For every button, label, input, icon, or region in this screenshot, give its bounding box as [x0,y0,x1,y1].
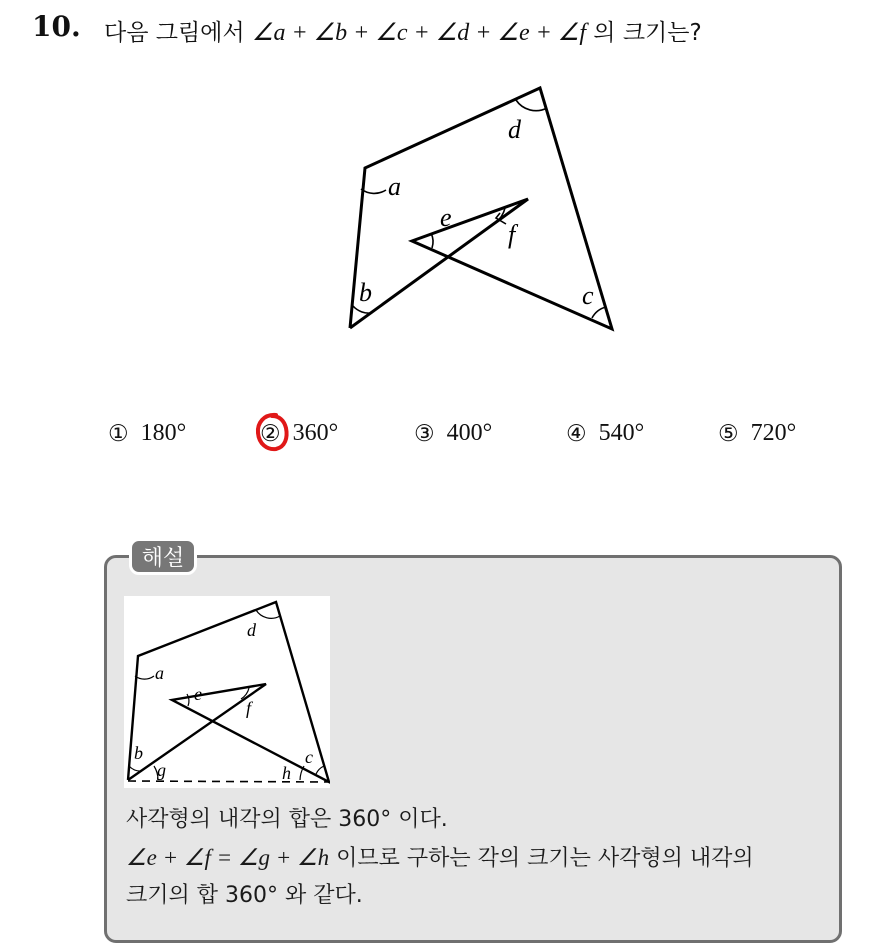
dashed-base [128,781,329,782]
question-figure [330,78,630,343]
label-h-2: h [282,763,291,783]
arc-d [516,100,547,111]
choice-3-number: ③ [414,420,435,446]
question-suffix: 의 크기는? [585,20,702,46]
choice-4-number: ④ [566,420,587,446]
choice-1[interactable] [108,420,186,447]
label-d-2: d [247,620,256,640]
choice-5[interactable] [718,420,796,447]
choice-3-value: 400° [446,420,493,446]
question-number: 10. [32,10,81,43]
label-b: b [359,278,372,307]
question-math: ∠a + ∠b + ∠c + ∠d + ∠e + ∠f [251,20,586,46]
choice-3[interactable] [414,420,492,447]
answer-choices [108,420,828,454]
choice-4[interactable] [566,420,644,447]
answer-mark-circle [254,411,290,453]
solution-line-2-math: ∠e + ∠f = ∠g + ∠h [126,845,330,870]
label-b-2: b [134,743,143,763]
arc-e [431,233,433,248]
arc-c [592,307,606,318]
question-prefix: 다음 그림에서 [104,20,252,46]
solution-line-2 [126,841,754,872]
arc-b [353,306,372,313]
label-e: e [440,203,452,232]
solution-tab: 해설 [129,538,197,575]
question-text [104,14,702,47]
choice-4-value: 540° [598,420,645,446]
arc-a [361,189,386,193]
choice-2-value: 360° [292,420,339,446]
label-c-2: c [305,747,313,767]
label-f: f [508,220,516,249]
choice-5-number: ⑤ [718,420,739,446]
solution-figure [124,596,330,788]
label-a-2: a [155,663,164,683]
label-g-2: g [157,760,166,780]
solution-line-1: 사각형의 내각의 합은 360° 이다. [126,807,448,832]
choice-2-number: ② [260,420,281,446]
label-e-2: e [194,684,202,704]
choice-1-value: 180° [140,420,187,446]
figure-outline [350,88,612,329]
solution-line-2-text: 이므로 구하는 각의 크기는 사각형의 내각의 [329,846,754,871]
label-c: c [582,281,594,310]
label-d: d [508,115,521,144]
label-a: a [388,172,401,201]
choice-5-value: 720° [750,420,797,446]
choice-1-number: ① [108,420,129,446]
label-f-2: f [246,698,252,718]
solution-line-3: 크기의 합 360° 와 같다. [126,883,363,908]
